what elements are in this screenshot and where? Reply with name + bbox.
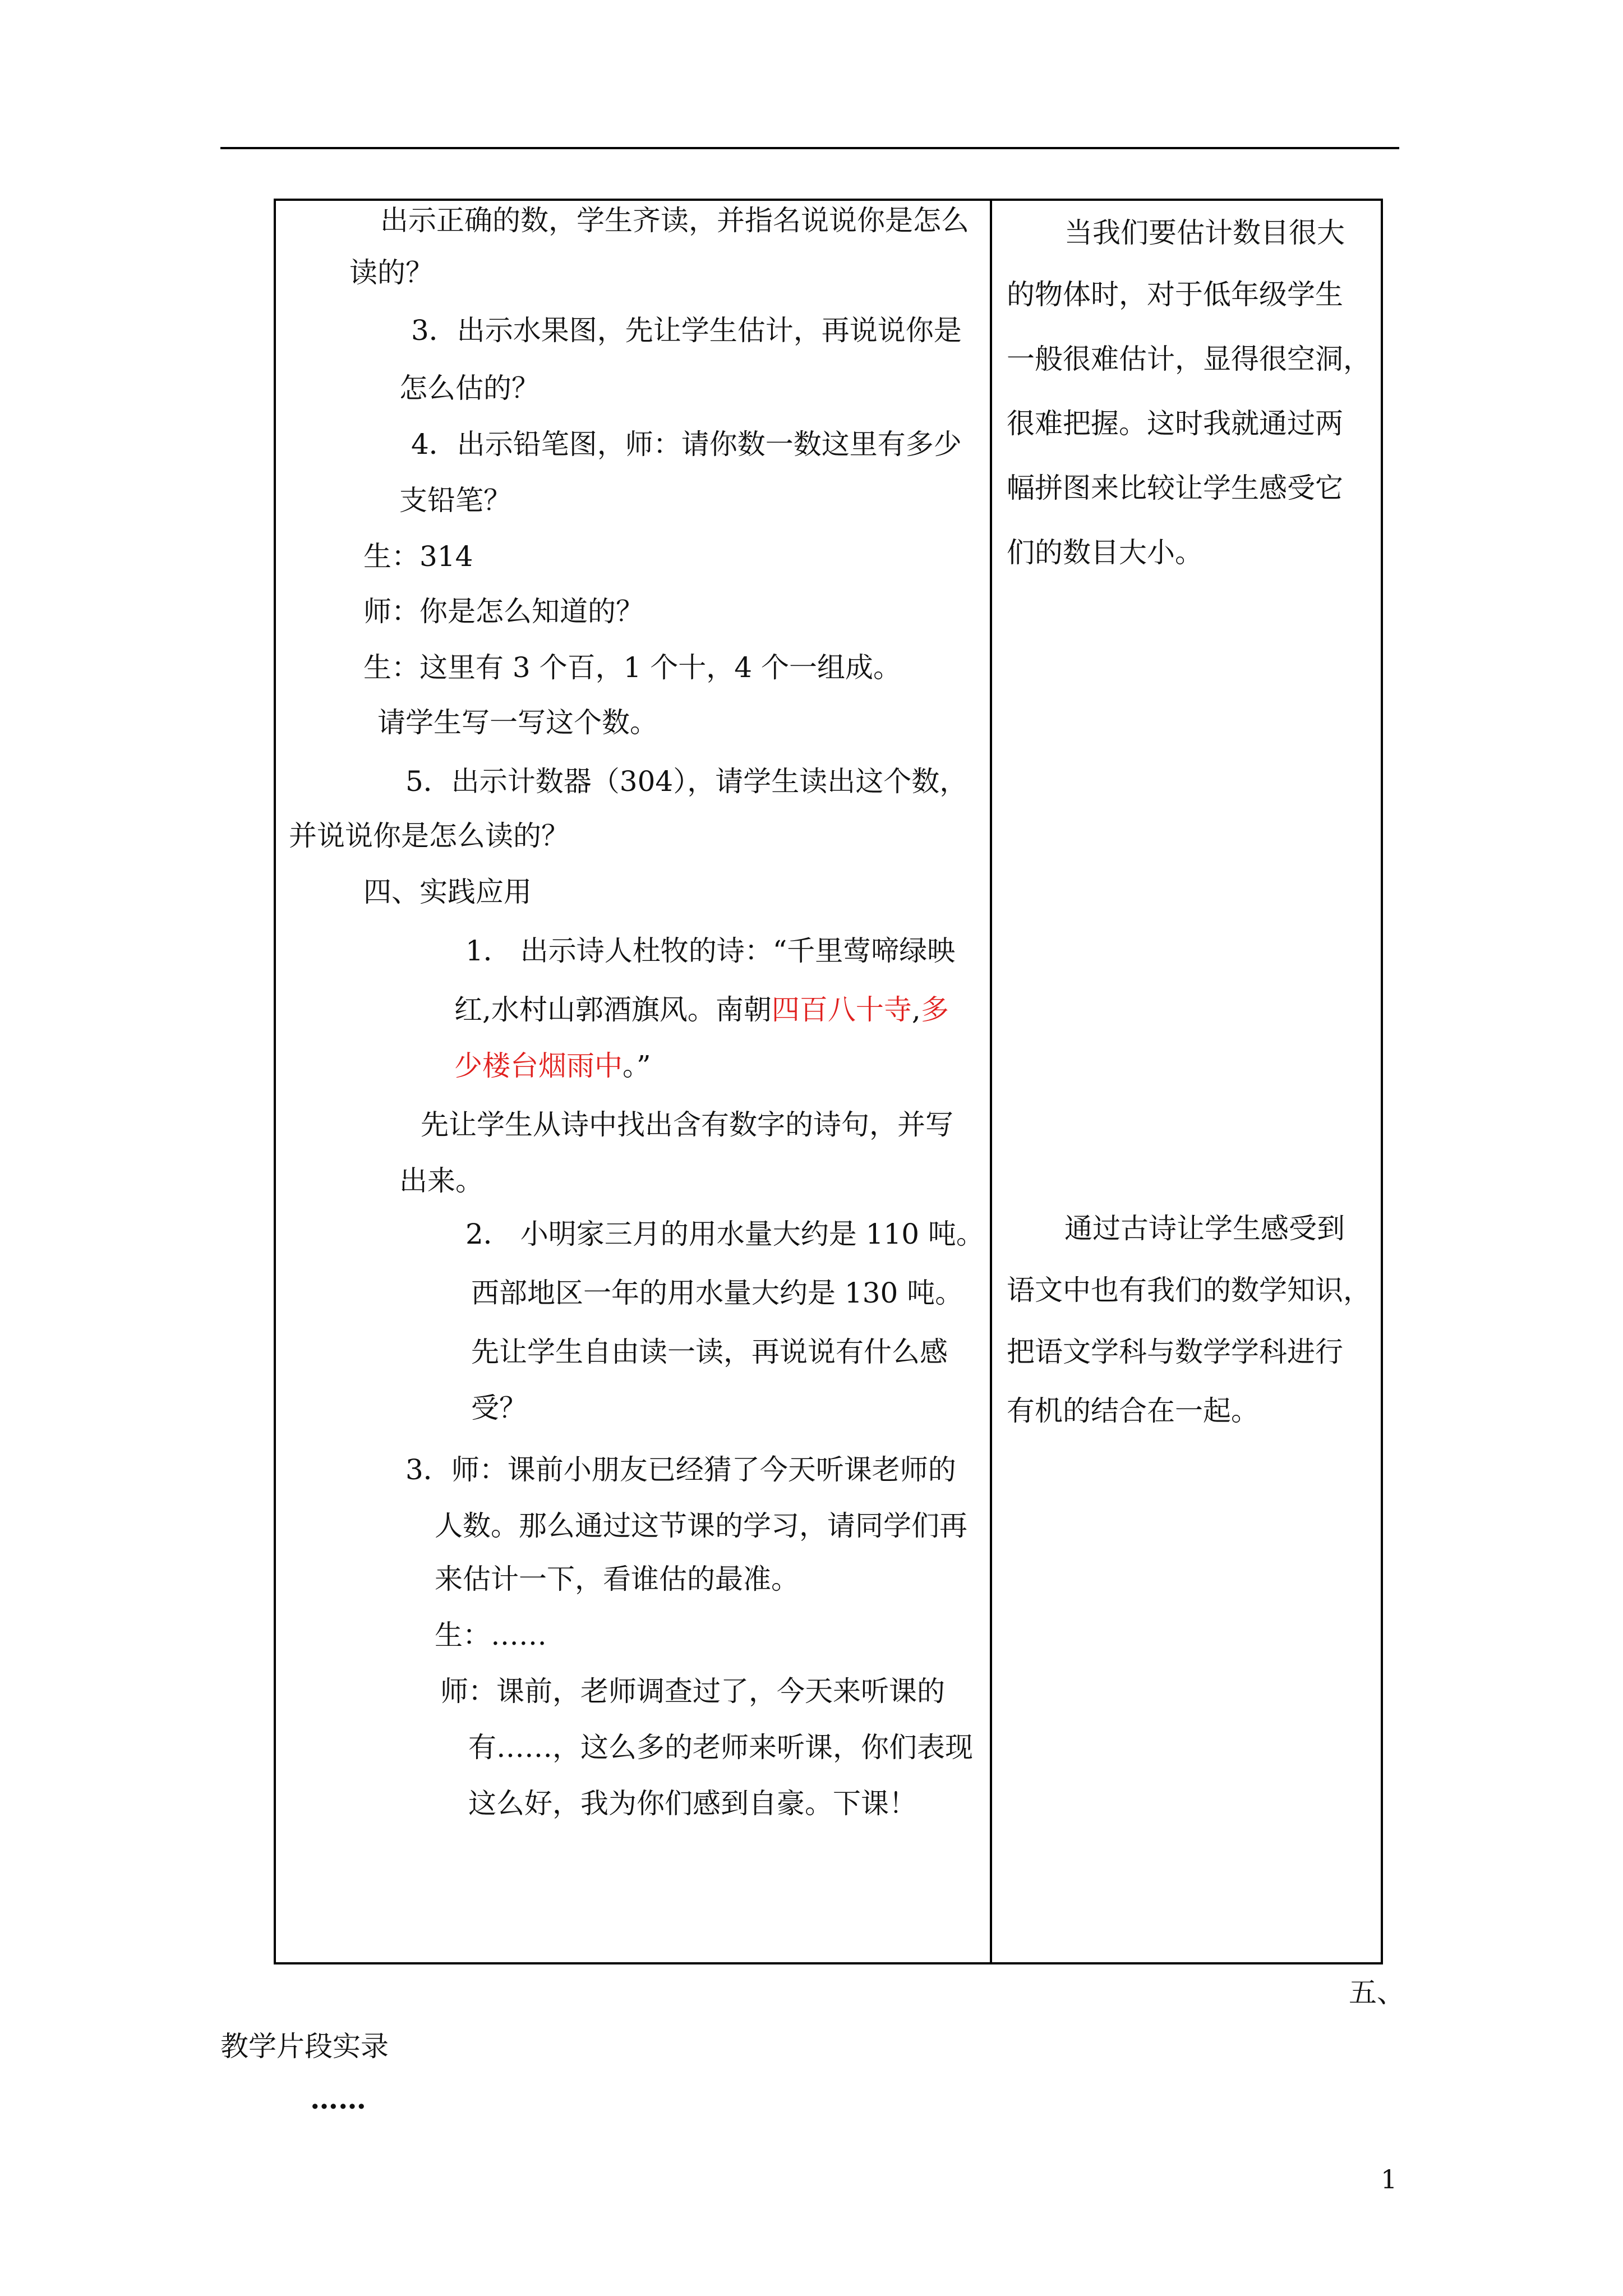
section-five-number: 五、 [1349, 1976, 1405, 2009]
left-line-22: 受？ [471, 1392, 527, 1424]
right-line-10: 有机的结合在一起。 [1007, 1395, 1259, 1427]
left-line-5: 4．出示铅笔图，师：请你数一数这里有多少 [411, 428, 962, 461]
left-line-14: 1． 出示诗人杜牧的诗：“千里莺啼绿映 [465, 935, 956, 967]
poem-highlight-2: 多 [920, 993, 949, 1026]
right-line-7: 通过古诗让学生感受到 [1064, 1212, 1345, 1245]
left-line-11: 5．出示计数器（304），请学生读出这个数， [405, 765, 968, 798]
left-line-27: 师：课前，老师调查过了，今天来听课的 [440, 1675, 945, 1708]
right-line-5: 幅拼图来比较让学生感受它 [1007, 472, 1343, 504]
left-line-23: 3．师：课前小朋友已经猜了今天听课老师的 [405, 1453, 956, 1486]
left-line-24: 人数。那么通过这节课的学习，请同学们再 [435, 1510, 967, 1542]
left-line-8: 师：你是怎么知道的？ [363, 595, 644, 628]
section-five-title: 教学片段实录 [220, 2030, 389, 2063]
page-number: 1 [1381, 2164, 1398, 2194]
left-line-9: 生：这里有 3 个百，1 个十，4 个一组成。 [363, 651, 902, 684]
right-line-1: 当我们要估计数目很大 [1064, 217, 1345, 249]
right-line-2: 的物体时，对于低年级学生 [1007, 278, 1343, 311]
left-line-1: 出示正确的数，学生齐读，并指名说说你是怎么 [380, 204, 969, 237]
left-line-25: 来估计一下，看谁估的最准。 [435, 1563, 799, 1595]
left-line-18: 出来。 [399, 1165, 483, 1197]
left-line-7: 生：314 [363, 540, 473, 573]
left-line-12: 并说说你是怎么读的？ [289, 820, 569, 852]
left-line-19: 2． 小明家三月的用水量大约是 110 吨。 [465, 1218, 984, 1250]
left-line-17: 先让学生从诗中找出含有数字的诗句，并写 [421, 1108, 953, 1141]
right-line-4: 很难把握。这时我就通过两 [1007, 407, 1343, 440]
column-divider [990, 199, 992, 1964]
left-line-29: 这么好，我为你们感到自豪。下课！ [468, 1787, 917, 1820]
left-line-28: 有……，这么多的老师来听课，你们表现 [468, 1731, 973, 1764]
left-line-10: 请学生写一写这个数。 [377, 706, 658, 739]
left-line-20: 西部地区一年的用水量大约是 130 吨。 [471, 1277, 963, 1309]
right-line-3: 一般很难估计，显得很空洞， [1007, 343, 1371, 375]
left-line-2: 读的？ [349, 256, 434, 289]
right-line-8: 语文中也有我们的数学知识， [1007, 1274, 1371, 1306]
left-line-16: 少楼台烟雨中。” [454, 1050, 651, 1082]
section-four-heading: 四、实践应用 [363, 876, 532, 908]
poem-highlight-3: 少楼台烟雨中 [454, 1050, 623, 1082]
left-line-21: 先让学生自由读一读，再说说有什么感 [471, 1336, 948, 1368]
header-rule [220, 147, 1399, 149]
left-line-6: 支铅笔？ [399, 484, 511, 517]
left-line-15: 红,水村山郭酒旗风。南朝四百八十寺,多 [454, 993, 949, 1026]
right-line-6: 们的数目大小。 [1007, 536, 1203, 569]
poem-highlight-1: 四百八十寺 [771, 993, 912, 1026]
left-line-3: 3．出示水果图，先让学生估计，再说说你是 [411, 314, 962, 347]
right-line-9: 把语文学科与数学学科进行 [1007, 1336, 1343, 1368]
ellipsis: …… [310, 2082, 366, 2115]
left-line-4: 怎么估的？ [399, 372, 540, 404]
left-line-26: 生：…… [435, 1619, 547, 1651]
